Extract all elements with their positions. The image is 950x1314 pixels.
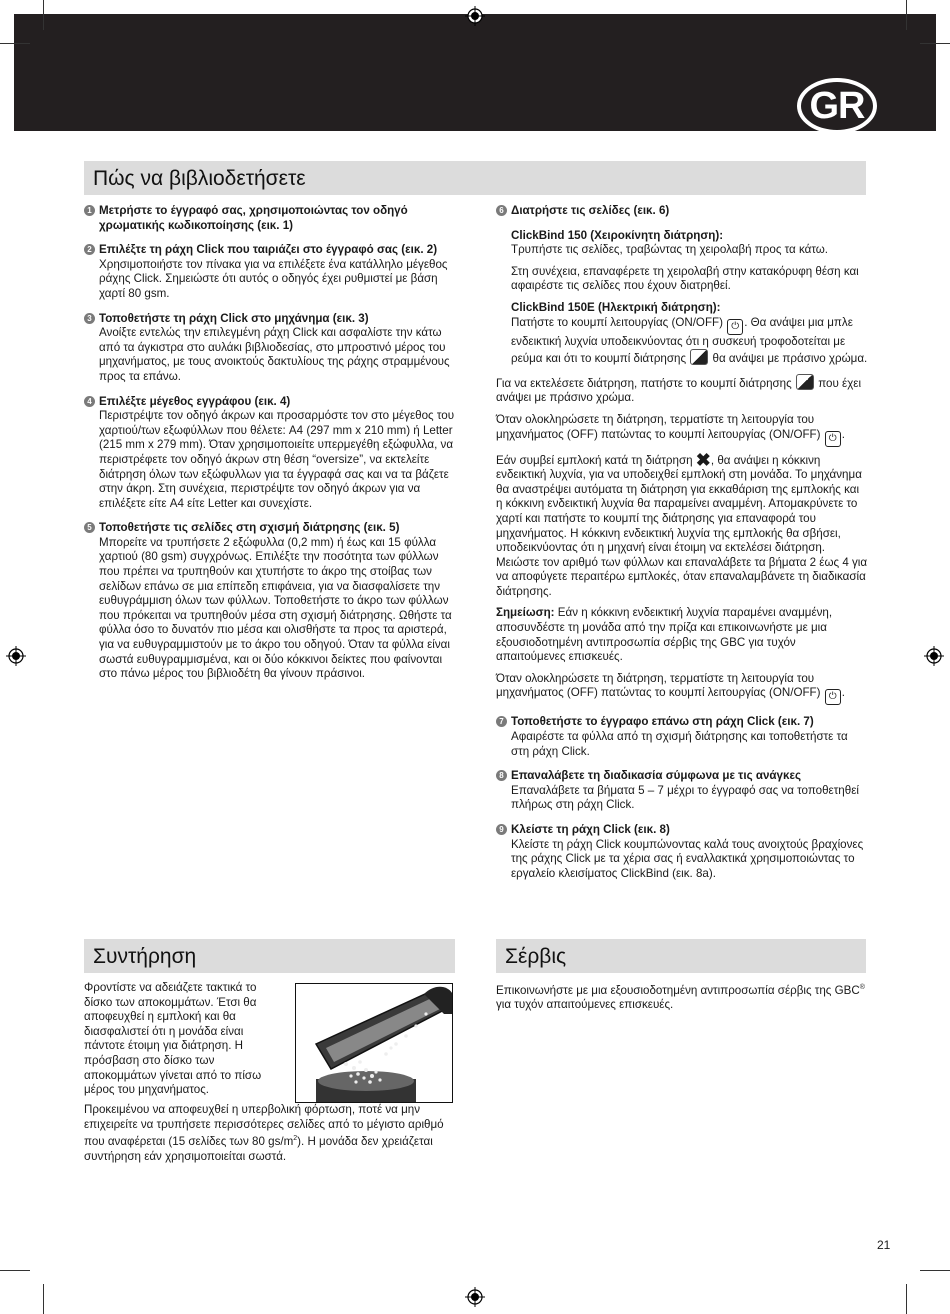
electric-text-b: . Θα ανάψει μια μπλε ενδεικτική λυχνία υποδεικνύοντας ότι η συσκευή τροφοδοτείται με ρεύμα και ότι το κουμπί διάτρησης: [511, 315, 853, 366]
step-heading: Τοποθετήστε τις σελίδες στη σχισμή διάτρησης (εικ. 5): [99, 521, 400, 535]
power-button-icon: ⏻: [825, 689, 841, 705]
step-number: 2: [84, 244, 95, 255]
step-text: Μπορείτε να τρυπήσετε 2 εξώφυλλα (0,2 mm) ή έως και 15 φύλλα χαρτιού (80 gsm) συγχρόνως. Επιλέξτε την ποσότητα των φύλλων που πρέπει να τρυπηθούν και χτυπήστε το άκρο της στοίβας των σελίδων επάνω σε μια επίπεδη επιφάνεια, για να διασφαλίσετε την ευθυγράμμιση όλων των φύλλων. Τοποθετήστε το άκρο των φύλλων που πρόκειται να τρυπηθούν μέσα στη σχισμή διάτρησης. Ωθήστε τα φύλλα όσο το δυνατόν πιο μέσα και ολισθήστε τα προς τα αριστερά, για να ευθυγραμμιστούν με το άκρο του οδηγού. Όταν τα φύλλα είναι σωστά ευθυγραμμισμένα, και οι δύο κόκκινοι δείκτες που φαίνονται στο πάνω μέρος του βιβλιοδέτη θα γίνουν πράσινοι.: [99, 535, 452, 681]
step-heading: Επιλέξτε μέγεθος εγγράφου (εικ. 4): [99, 394, 291, 408]
step-6-body: [496, 229, 868, 367]
registration-mark-icon: [6, 646, 26, 666]
step-7: [496, 715, 868, 759]
step-6: [496, 204, 868, 219]
step-9: [496, 823, 868, 881]
left-column: [84, 204, 456, 692]
step-heading: Επαναλάβετε τη διαδικασία σύμφωνα με τις ανάγκες: [511, 769, 801, 783]
step-heading: Τοποθετήστε το έγγραφο επάνω στη ράχη Click (εικ. 7): [511, 715, 814, 729]
punch-button-icon: [690, 349, 708, 365]
maintenance-text-1: Φροντίστε να αδειάζετε τακτικά το δίσκο των αποκομμάτων. Έτσι θα αποφευχθεί η εμπλοκή και θα διασφαλιστεί ότι η μονάδα είναι πάντοτε έτοιμη για διάτρηση. Η πρόσβαση στο δίσκο των αποκομμάτων γίνεται από το πίσω μέρος του μηχανήματος.: [84, 981, 262, 1097]
step-heading: Διατρήστε τις σελίδες (εικ. 6): [511, 204, 670, 217]
step-number: 1: [84, 205, 95, 216]
waste-tray-drawing: [296, 984, 453, 1103]
step-heading: Τοποθετήστε τη ράχη Click στο μηχάνημα (εικ. 3): [99, 311, 369, 325]
electric-text: [511, 316, 868, 367]
power-button-icon: ⏻: [825, 431, 841, 447]
right-column: [496, 204, 868, 891]
service-text-a: Επικοινωνήστε με μια εξουσιοδοτημένη αντιπροσωπία σέρβις της GBC: [496, 983, 860, 997]
crop-mark: [920, 1270, 950, 1271]
crop-mark: [920, 43, 950, 44]
note: [496, 606, 868, 664]
manual-text-2: Στη συνέχεια, επαναφέρετε τη χειρολαβή στην κατακόρυφη θέση και αφαιρέστε τις σελίδες που έχουν διατρηθεί.: [511, 264, 859, 293]
punch-text-a: Για να εκτελέσετε διάτρηση, πατήστε το κουμπί διάτρησης: [496, 376, 792, 390]
step-2: [84, 243, 456, 301]
step-6-continued: [496, 374, 868, 706]
step-text: Χρησιμοποιήστε τον πίνακα για να επιλέξετε ένα κατάλληλο μέγεθος ράχης Click. Σημειώστε ότι αυτός ο οδηγός έχει ρυθμιστεί με βάση χαρτί 80 gsm.: [99, 257, 448, 300]
step-number: 3: [84, 313, 95, 324]
finish-text-2: Όταν ολοκληρώσετε τη διάτρηση, τερματίστε τη λειτουργία του μηχανήματος (OFF) πατώντας το κουμπί λειτουργίας (ON/OFF) ⏻ .: [496, 672, 868, 706]
step-text: Κλείστε τη ράχη Click κουμπώνοντας καλά τους ανοιχτούς βραχίονες της ράχης Click με τα χέρια σας ή εναλλακτικά χρησιμοποιώντας το εργαλείο κλεισίματος ClickBind (εικ. 8a).: [511, 837, 864, 880]
step-text: Περιστρέψτε τον οδηγό άκρων και προσαρμόστε τον στο μέγεθος του χαρτιού/των εξωφύλλων που θέλετε: A4 (297 mm x 210 mm) ή Letter (215 mm x 279 mm). Όταν χρησιμοποιείτε υπερμεγέθη εξώφυλλα, να περιστρέφετε τον οδηγό άκρων στη θέση “oversize”, να εκτελείτε διάτρηση όλων των εξώφυλλων για τα έγγραφά σας και να τα βάζετε στην άκρη. Στη συνέχεια, περιστρέψτε τον οδηγό άκρων για να επιλέξετε είτε A4 είτε Letter και συνεχίστε.: [99, 409, 455, 510]
jam-text-b: , θα ανάψει η κόκκινη ενδεικτική λυχνία, για να υποδειχθεί εμπλοκή στη μονάδα. Το μηχάνημα θα αναστρέψει αυτόματα τη διάτρηση για εκκαθάριση της εμπλοκής και η κόκκινη ενδεικτική λυχνία θα παραμείνει αναμμένη. Απομακρύνετε το χαρτί και πατήστε το κουμπί της διάτρησης για επαναφορά του μηχανήματος. Η κόκκινη ενδεικτική λυχνία της εμπλοκής θα σβήσει, υποδεικνύοντας ότι η μηχανή είναι έτοιμη να εκτελέσει διάτρηση. Μειώστε τον αριθμό των φύλλων και επαναλάβετε τα βήματα 2 έως 4 για να αποφύγετε περαιτέρω εμπλοκές, όταν επαναλαμβάνετε τη διαδικασία διάτρησης.: [496, 453, 868, 598]
jam-text: [496, 449, 868, 600]
section-title-maintenance: Συντήρηση: [84, 939, 455, 973]
step-number: 6: [496, 205, 507, 216]
note-label: Σημείωση:: [496, 606, 555, 620]
crop-mark: [0, 43, 30, 44]
manual-title: ClickBind 150 (Χειροκίνητη διάτρηση):: [511, 228, 724, 242]
crop-mark: [906, 0, 907, 30]
finish-text: Όταν ολοκληρώσετε τη διάτρηση, τερματίστε τη λειτουργία του μηχανήματος (OFF) πατώντας το κουμπί λειτουργίας (ON/OFF) ⏻ .: [496, 413, 868, 447]
step-heading: Κλείστε τη ράχη Click (εικ. 8): [511, 823, 670, 836]
step-text: Ανοίξτε εντελώς την επιλεγμένη ράχη Click και ασφαλίστε την κάτω από τα άγκιστρα στο αυλάκι βιβλιοδεσίας, στο μπροστινό μέρος του μηχανήματος, με τους ανοικτούς δακτυλίους της ράχης στραμμένους προς τα επάνω.: [99, 326, 450, 383]
step-5: [84, 521, 456, 682]
language-badge: GR: [797, 78, 877, 134]
step-heading: Επιλέξτε τη ράχη Click που ταιριάζει στο έγγραφό σας (εικ. 2): [99, 243, 438, 257]
step-number: 4: [84, 396, 95, 407]
punch-button-icon: [796, 374, 814, 390]
finish-text-2-a: Όταν ολοκληρώσετε τη διάτρηση, τερματίστε τη λειτουργία του μηχανήματος (OFF) πατώντας το κουμπί λειτουργίας (ON/OFF): [496, 671, 821, 700]
crop-mark: [43, 0, 44, 30]
electric-title: ClickBind 150E (Ηλεκτρική διάτρηση):: [511, 300, 721, 314]
step-8: [496, 769, 868, 813]
punch-text: [496, 374, 868, 406]
section-title-service: Σέρβις: [496, 939, 866, 973]
jam-text-a: Εάν συμβεί εμπλοκή κατά τη διάτρηση: [496, 453, 693, 467]
crop-mark: [43, 1284, 44, 1314]
registration-mark-icon: [465, 6, 485, 26]
waste-tray-illustration: [295, 983, 453, 1103]
finish-text-a: Όταν ολοκληρώσετε τη διάτρηση, τερματίστε τη λειτουργία του μηχανήματος (OFF) πατώντας το κουμπί λειτουργίας (ON/OFF): [496, 412, 821, 441]
registration-mark-icon: [924, 646, 944, 666]
step-number: 9: [496, 824, 507, 835]
maintenance-text-2-b: ). Η μονάδα δεν χρειάζεται συντήρηση εάν χρησιμοποιείται σωστά.: [84, 1135, 433, 1163]
step-4: [84, 395, 456, 512]
crop-mark: [906, 1284, 907, 1314]
maintenance-text-2-a: Προκειμένου να αποφευχθεί η υπερβολική φόρτωση, ποτέ να μην επιχειρείτε να τρυπήσετε περισσότερες σελίδες από το μέγιστο αριθμό που αναφέρεται (15 σελίδες των 80 gs/m: [84, 1103, 444, 1149]
manual-text-1: Τρυπήστε τις σελίδες, τραβώντας τη χειρολαβή προς τα κάτω.: [511, 243, 829, 257]
step-number: 5: [84, 522, 95, 533]
crop-mark: [0, 1270, 30, 1271]
step-heading: Μετρήστε το έγγραφό σας, χρησιμοποιώντας τον οδηγό χρωματικής κωδικοποίησης (εικ. 1): [99, 204, 408, 232]
step-3: [84, 312, 456, 385]
step-number: 8: [496, 770, 507, 781]
maintenance-text-2: [84, 1103, 456, 1164]
step-1: [84, 204, 456, 233]
note-text: Εάν η κόκκινη ενδεικτική λυχνία παραμένει αναμμένη, αποσυνδέστε τη μονάδα από την πρίζα και επικοινωνήστε με μια εξουσιοδοτημένη αντιπροσωπία σέρβις της GBC για τυχόν απαιτούμενες επισκευές.: [496, 606, 833, 664]
step-text: Αφαιρέστε τα φύλλα από τη σχισμή διάτρησης και τοποθετήστε τα στη ράχη Click.: [511, 730, 848, 758]
jam-x-icon: ✖: [695, 449, 711, 470]
service-text-b: για τυχόν απαιτούμενες επισκευές.: [496, 998, 674, 1012]
electric-text-a: Πατήστε το κουμπί λειτουργίας (ON/OFF): [511, 315, 723, 329]
header-bar: [14, 14, 936, 131]
step-number: 7: [496, 716, 507, 727]
service-text: [496, 981, 868, 1013]
section-title-howto: Πώς να βιβλιοδετήσετε: [84, 161, 866, 195]
registered-mark: ®: [859, 984, 865, 991]
electric-text-c: θα ανάψει με πράσινο χρώμα.: [712, 352, 868, 366]
power-button-icon: ⏻: [727, 319, 743, 335]
registration-mark-icon: [465, 1287, 485, 1307]
step-text: Επαναλάβετε τα βήματα 5 – 7 μέχρι το έγγραφό σας να τοποθετηθεί πλήρως στη ράχη Click.: [511, 783, 859, 812]
punch-text-b: που έχει ανάψει με πράσινο χρώμα.: [496, 376, 862, 405]
superscript: 2: [293, 1135, 298, 1143]
page-number: 21: [877, 1238, 891, 1252]
